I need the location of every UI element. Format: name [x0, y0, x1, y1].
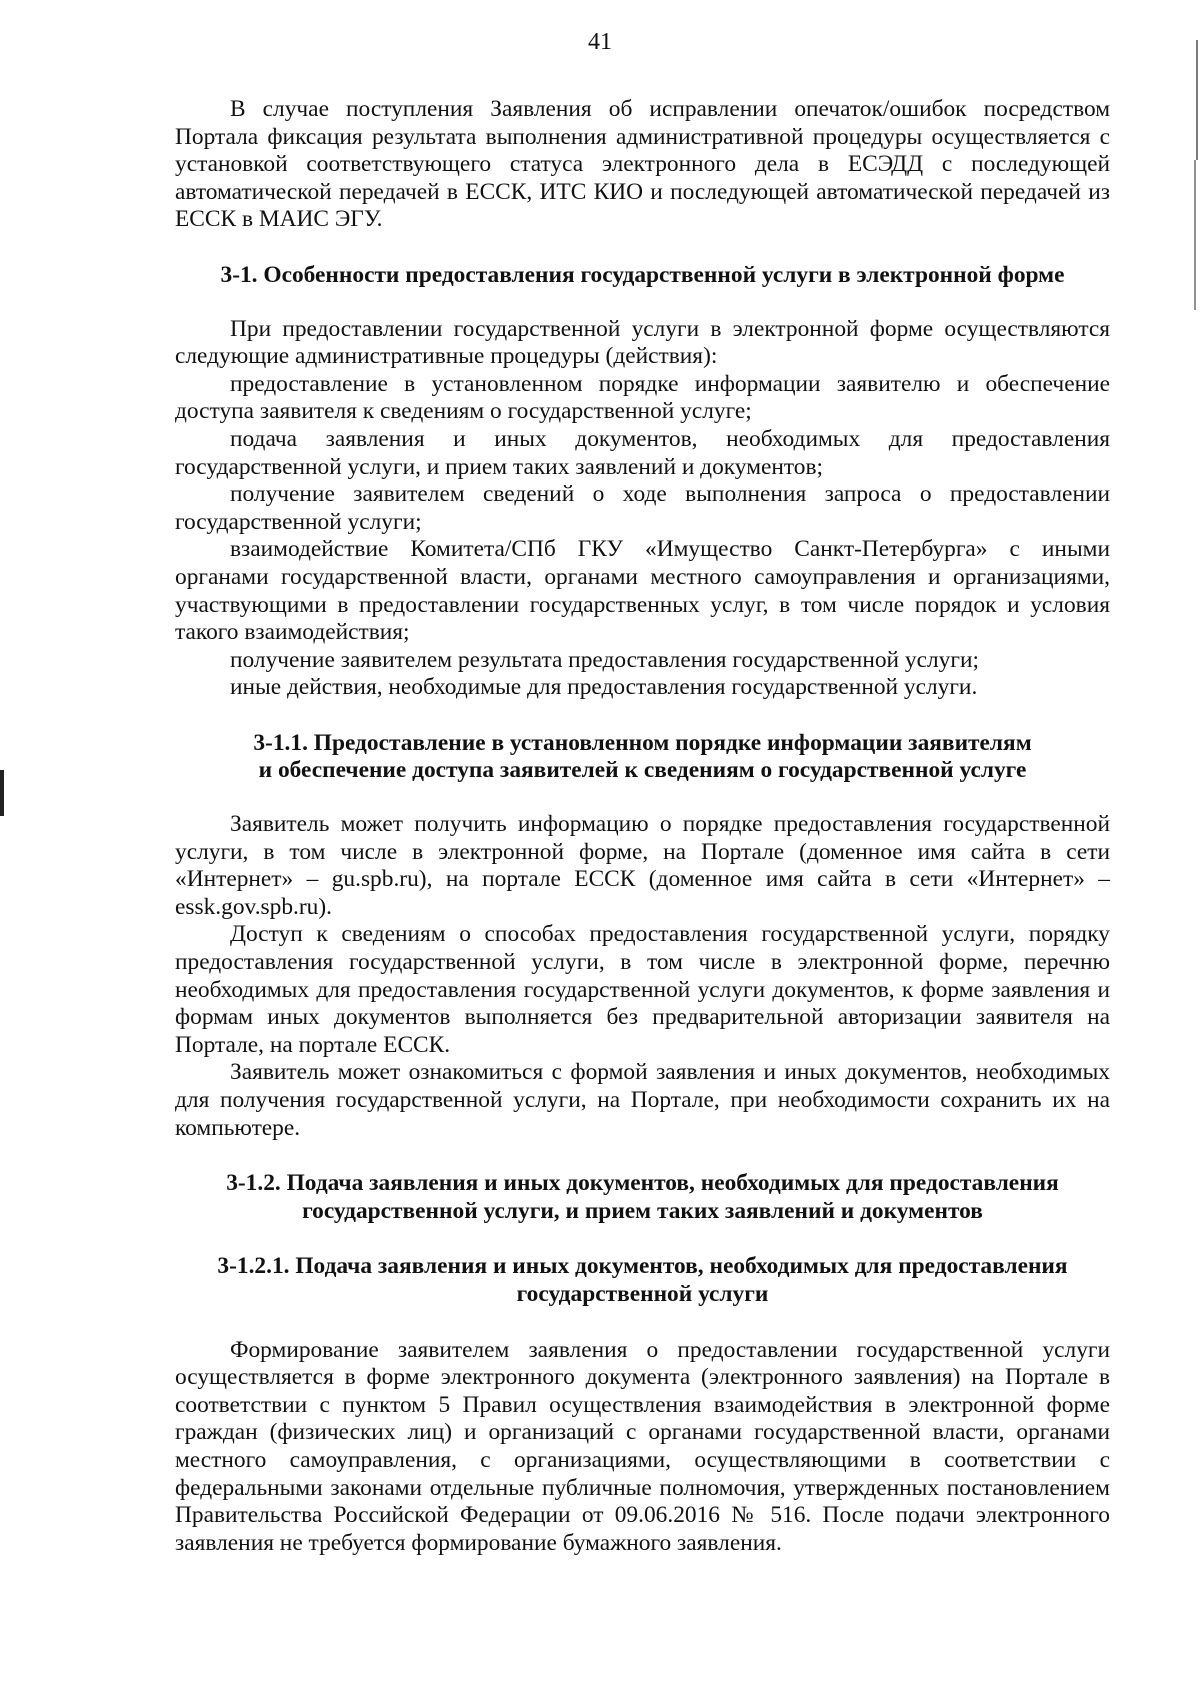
- section-3-1-2-1-heading-line1: 3-1.2.1. Подача заявления и иных документов, необходимых для предоставления: [217, 1253, 1068, 1280]
- section-3-1-paragraph: иные действия, необходимые для предоставления государственной услуги.: [230, 674, 978, 701]
- page-number: 41: [588, 29, 612, 55]
- section-3-1-paragraph: При предоставлении государственной услуги в электронной форме осуществляются следующие административные процедуры (действия):: [175, 315, 1110, 370]
- section-3-1-1-heading-line2: и обеспечение доступа заявителей к сведениям о государственной услуге: [258, 757, 1027, 784]
- section-3-1-heading: 3-1. Особенности предоставления государственной услуги в электронной форме: [220, 261, 1065, 288]
- section-3-1-1-paragraph: Заявитель может ознакомиться с формой заявления и иных документов, необходимых для получения государственной услуги, на Портале, при необходимости сохранить их на компьютере.: [175, 1059, 1110, 1141]
- scan-artifact-left: [0, 770, 4, 816]
- section-3-1-2-1-heading: [175, 1253, 1110, 1308]
- section-3-1-1-paragraph: Доступ к сведениям о способах предоставления государственной услуги, порядку предоставления государственной услуги, в том числе в электронной форме, перечню необходимых для предоставления государственной услуги документов, к форме заявления и формам иных документов выполняется без предварительной авторизации заявителя на Портале, на портале ЕССК.: [175, 921, 1110, 1058]
- scan-artifact-right: [1196, 40, 1198, 160]
- section-3-1-paragraph: взаимодействие Комитета/СПб ГКУ «Имущество Санкт-Петербурга» с иными органами государственной власти, органами местного самоуправления и организациями, участвующими в предоставлении государственных услуг, в том числе порядок и условия такого взаимодействия;: [175, 536, 1110, 646]
- section-3-1-paragraph: получение заявителем результата предоставления государственной услуги;: [230, 646, 979, 673]
- section-3-1-2-1-paragraph: Формирование заявителем заявления о предоставлении государственной услуги осуществляется в форме электронного документа (электронного заявления) на Портале в соответствии с пунктом 5 Правил осуществления взаимодействия в электронной форме граждан (физических лиц) и организаций с органами государственной власти, органами местного самоуправления, с организациями, осуществляющими в соответствии с федеральными законами отдельные публичные полномочия, утвержденных постановлением Правительства Российской Федерации от 09.06.2016 № 516. После подачи электронного заявления не требуется формирование бумажного заявления.: [175, 1336, 1110, 1556]
- section-3-1-2-heading: [175, 1170, 1110, 1225]
- section-3-1-1-heading-line1: 3-1.1. Предоставление в установленном порядке информации заявителям: [253, 729, 1032, 756]
- section-3-1-1-paragraph: Заявитель может получить информацию о порядке предоставления государственной услуги, в том числе в электронной форме, на Портале (доменное имя сайта в сети «Интернет» – gu.spb.ru), на портале ЕССК (доменное имя сайта в сети «Интернет» – essk.gov.spb.ru).: [175, 811, 1110, 920]
- scan-artifact-right-2: [1194, 160, 1196, 310]
- intro-paragraph: В случае поступления Заявления об исправлении опечаток/ошибок посредством Портала фиксация результата выполнения административной процедуры осуществляется с установкой соответствующего статуса электронного дела в ЕСЭДД с последующей автоматической передачей в ЕССК, ИТС КИО и последующей автоматической передачей из ЕССК в МАИС ЭГУ.: [175, 96, 1110, 233]
- section-3-1-2-heading-line2: государственной услуги, и прием таких заявлений и документов: [302, 1197, 983, 1224]
- section-3-1-2-heading-line1: 3-1.2. Подача заявления и иных документов, необходимых для предоставления: [226, 1170, 1059, 1197]
- section-3-1-1-heading: [175, 730, 1110, 785]
- section-3-1-paragraph: подача заявления и иных документов, необходимых для предоставления государственной услуги, и прием таких заявлений и документов;: [175, 425, 1110, 480]
- section-3-1-paragraph: получение заявителем сведений о ходе выполнения запроса о предоставлении государственной услуги;: [175, 481, 1110, 535]
- section-3-1-paragraph: предоставление в установленном порядке информации заявителю и обеспечение доступа заявителя к сведениям о государственной услуге;: [175, 370, 1110, 425]
- section-3-1-2-1-heading-line2: государственной услуги: [516, 1280, 769, 1307]
- document-body: [175, 96, 1110, 1557]
